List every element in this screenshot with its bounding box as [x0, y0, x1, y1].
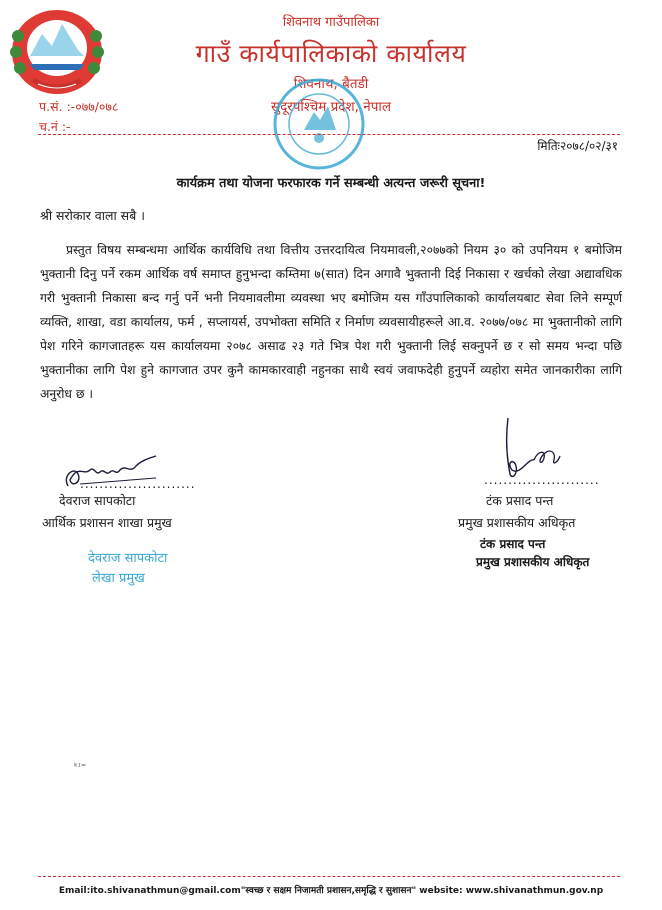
office-province: सुदूरपश्चिम प्रदेश, नेपाल [270, 99, 392, 115]
footer-contact: Email:ito.shivanathmun@gmail.com"स्वच्छ र सक्षम निजामती प्रशासन,समृद्धि र सुशासन" website: www.shivanathmun.gov.np [58, 886, 604, 896]
signatory-left-stamp-name: देवराज सापकोटा [88, 551, 168, 566]
reference-number: प.सं. :-०७७/०७८ [39, 99, 119, 114]
signatory-right-stamp-name: टंक प्रसाद पन्त [480, 537, 546, 551]
header-divider [38, 134, 620, 135]
office-name: गाउँ कार्यपालिकाको कार्यालय [195, 39, 467, 68]
org-name: शिवनाथ गाउँपालिका [282, 15, 380, 30]
dispatch-number: च.नं :- [39, 119, 71, 134]
office-seal-stamp [268, 74, 370, 174]
signature-line-left: ........................ [80, 477, 196, 491]
letter-date: मितिः२०७८/०२/३१ [537, 139, 618, 153]
signatory-left-name: देवराज सापकोटा [59, 493, 136, 508]
signatory-right-title: प्रमुख प्रशासकीय अधिकृत [458, 515, 576, 530]
letter-subject: कार्यक्रम तथा योजना फरफारक गर्ने सम्बन्धी अत्यन्त जरूरी सूचना! [176, 176, 486, 191]
signatory-right-name: टंक प्रसाद पन्त [486, 493, 554, 508]
footer-divider [38, 876, 620, 877]
stray-mark: ᵏᶦ⁼ [74, 762, 87, 773]
signature-line-right: ........................ [484, 473, 600, 487]
signatory-left-title: आर्थिक प्रशासन शाखा प्रमुख [42, 515, 172, 530]
letter-body: प्रस्तुत विषय सम्बन्धमा आर्थिक कार्यविधि तथा वित्तीय उत्तरदायित्व नियमावली,२०७७को नियम ३० को उपनियम १ बमोजिम भुक्तानी दिनु पर्ने रकम आर्थिक वर्ष समाप्त हुनुभन्दा कम्तिमा ७(सात) दिन अगावै भुक्तानी दिई निकासा र खर्चको लेखा अद्यावधिक गरी भुक्तानी निकासा बन्द गर्नु पर्ने भनी नियमावलीमा व्यवस्था भए बमोजिम यस गाँउपालिकाको कार्यालयबाट सेवा लिने सम्पूर्ण व्यक्ति, शाखा, वडा कार्यालय, फर्म , सप्लायर्स, उपभोक्ता समिति र निर्माण व्यवसायीहरूले आ.व. २०७७/०७८ मा भुक्तानीको लागि पेश गरिने कागजातहरू यस कार्यालयमा २०७८ असाढ २३ गते भित्र पेश गरी भुक्तानी लिई सक्नुपर्ने छ र सो समय भन्दा पछि भुक्तानीका लागि पेश हुने कागजात उपर कुनै कामकारवाही नहुनका साथै स्वयं जवाफदेही हुनुपर्ने व्यहोरा समेत जानकारीका लागि अनुरोध छ । [40, 243, 622, 401]
signatory-left-stamp-title: लेखा प्रमुख [92, 571, 145, 586]
signatory-right-stamp-title: प्रमुख प्रशासकीय अधिकृत [476, 555, 590, 569]
salutation: श्री सरोकार वाला सबै । [40, 208, 145, 223]
office-place: शिवनाथ, बैतडी [293, 76, 369, 92]
